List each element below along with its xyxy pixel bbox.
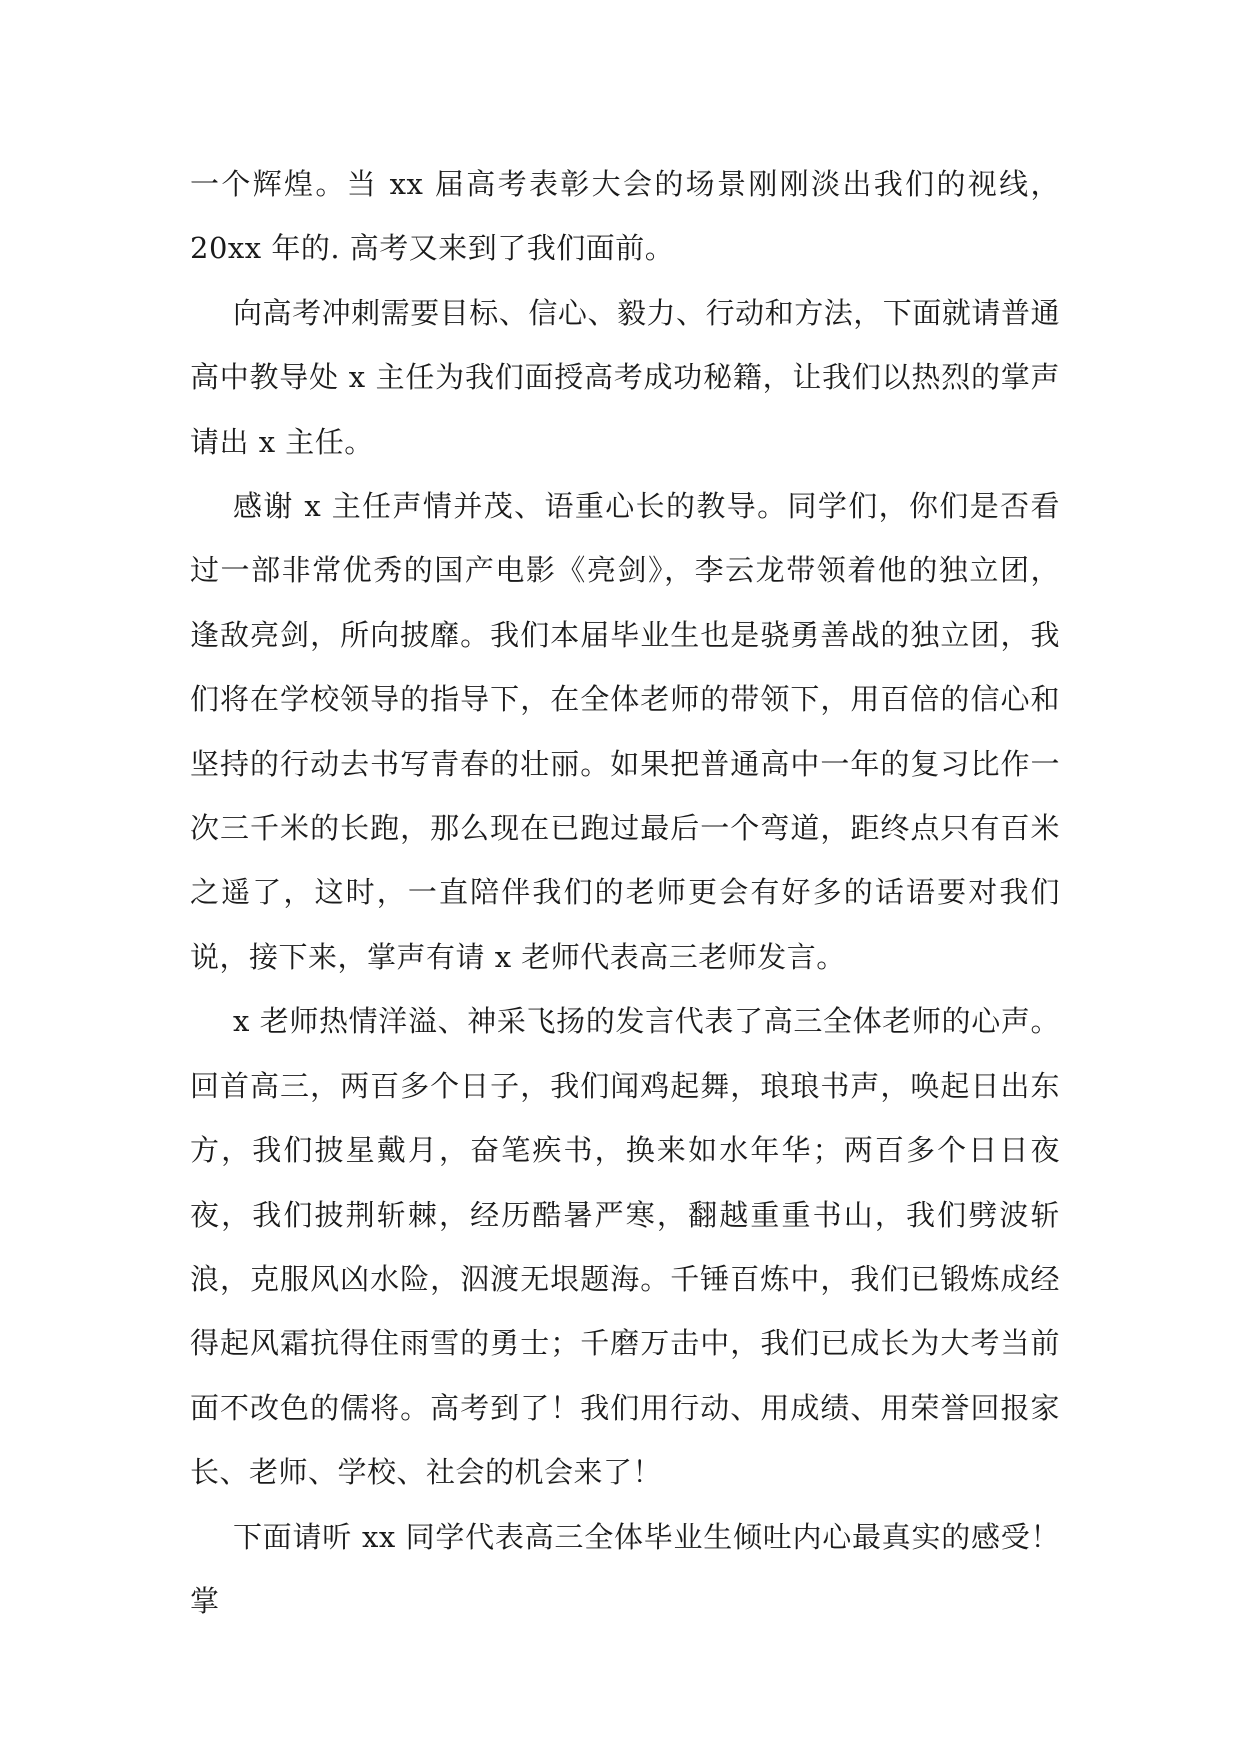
paragraph-3: 感谢 x 主任声情并茂、语重心长的教导。同学们，你们是否看过一部非常优秀的国产电影《亮剑》，李云龙带领着他的独立团，逢敌亮剑，所向披靡。我们本届毕业生也是骁勇善战的独立团，我们将在学校领导的指导下，在全体老师的带领下，用百倍的信心和坚持的行动去书写青春的壮丽。如果把普通高中一年的复习比作一次三千米的长跑，那么现在已跑过最后一个弯道，距终点只有百米之遥了，这时，一直陪伴我们的老师更会有好多的话语要对我们说，接下来，掌声有请 x 老师代表高三老师发言。 xyxy=(190,489,1060,974)
paragraph-4: x 老师热情洋溢、神采飞扬的发言代表了高三全体老师的心声。回首高三，两百多个日子，我们闻鸡起舞，琅琅书声，唤起日出东方，我们披星戴月，奋笔疾书，换来如水年华；两百多个日日夜夜，我们披荆斩棘，经历酷暑严寒，翻越重重书山，我们劈波斩浪，克服风凶水险，泅渡无垠题海。千锤百炼中，我们已锻炼成经得起风霜抗得住雨雪的勇士；千磨万击中，我们已成长为大考当前面不改色的儒将。高考到了！我们用行动、用成绩、用荣誉回报家长、老师、学校、社会的机会来了！ xyxy=(190,1004,1060,1490)
paragraph-2: 向高考冲刺需要目标、信心、毅力、行动和方法，下面就请普通高中教导处 x 主任为我们面授高考成功秘籍，让我们以热烈的掌声请出 x 主任。 xyxy=(190,295,1060,459)
paragraph-1: 一个辉煌。当 xx 届高考表彰大会的场景刚刚淡出我们的视线，20xx 年的. 高考又来到了我们面前。 xyxy=(190,167,1060,266)
document-body xyxy=(190,152,1060,1633)
paragraph-5: 下面请听 xx 同学代表高三全体毕业生倾吐内心最真实的感受！掌 xyxy=(190,1519,1060,1618)
